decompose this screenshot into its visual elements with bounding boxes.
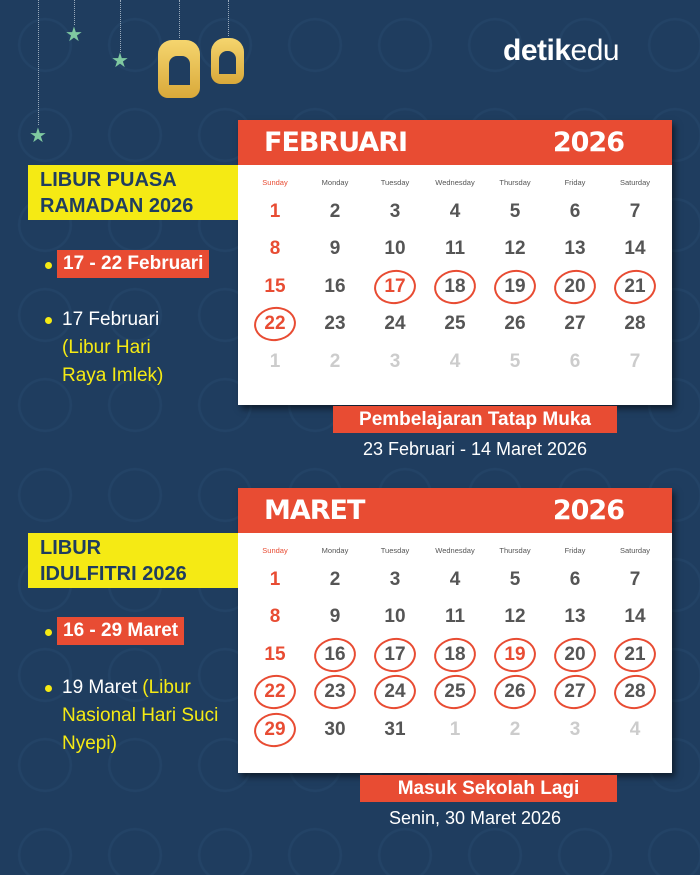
calendar-day: 6 (569, 568, 581, 590)
calendar-day-holiday: 22 (245, 306, 305, 344)
hanging-string (38, 0, 39, 125)
weekday-header: Monday (321, 546, 349, 555)
hanging-string (120, 0, 121, 52)
hanging-string (179, 0, 180, 38)
holiday-label (28, 533, 238, 588)
calendar-day: 2 (329, 568, 341, 590)
calendar-day: 3 (389, 200, 401, 222)
calendar-day-holiday: 20 (545, 636, 605, 674)
calendar-day: 6 (569, 200, 581, 222)
caption-subtext: 23 Februari - 14 Maret 2026 (362, 439, 588, 459)
bullet (45, 685, 52, 692)
calendar-day-holiday: 16 (305, 636, 365, 674)
calendar-day: 1 (269, 350, 281, 372)
calendar-day: 10 (384, 238, 406, 260)
calendar-day: 24 (384, 313, 406, 335)
calendar-day-holiday: 19 (485, 636, 545, 674)
lantern-icon (211, 38, 244, 84)
calendar-day-holiday: 29 (245, 711, 305, 749)
calendar-day: 1 (449, 718, 461, 740)
weekday-header: Thursday (499, 178, 531, 187)
label-line: LIBUR (40, 537, 102, 559)
calendar-day: 3 (389, 350, 401, 372)
calendar-day: 30 (324, 718, 346, 740)
calendar-day: 15 (264, 643, 286, 665)
holiday-note (62, 306, 192, 390)
note-date: 17 Februari (62, 309, 160, 330)
caption-subtext: Senin, 30 Maret 2026 (388, 808, 562, 828)
weekday-header: Thursday (499, 546, 531, 555)
calendar-day: 4 (629, 718, 641, 740)
calendar-day-holiday: 18 (425, 636, 485, 674)
calendar-day: 2 (329, 200, 341, 222)
weekday-header: Sunday (262, 178, 288, 187)
calendar-day-holiday: 19 (485, 268, 545, 306)
calendar-day: 7 (629, 200, 641, 222)
calendar-day-holiday: 28 (605, 674, 665, 712)
calendar-day: 16 (324, 275, 346, 297)
calendar-header (238, 488, 672, 533)
calendar-day: 11 (444, 606, 466, 628)
calendar-day: 1 (269, 200, 281, 222)
calendar-day-holiday: 18 (425, 268, 485, 306)
calendar-day-holiday: 21 (605, 636, 665, 674)
lantern-icon (158, 40, 200, 98)
calendar-day-holiday: 20 (545, 268, 605, 306)
calendar-day: 1 (269, 568, 281, 590)
calendar-day-holiday: 23 (305, 674, 365, 712)
calendar-grid (245, 178, 665, 381)
calendar-day: 11 (444, 238, 466, 260)
weekday-header: Tuesday (380, 178, 410, 187)
calendar-day: 10 (384, 606, 406, 628)
label-line: LIBUR PUASA (40, 169, 177, 191)
calendar-day-holiday: 22 (245, 674, 305, 712)
calendar-february (238, 120, 672, 405)
label-line: IDULFITRI 2026 (40, 563, 187, 585)
holiday-note (62, 674, 222, 758)
bullet (45, 629, 52, 636)
calendar-day: 12 (504, 606, 526, 628)
calendar-day: 28 (624, 313, 646, 335)
note-desc: (Libur Hari Raya Imlek) (62, 337, 164, 386)
weekday-header: Saturday (619, 178, 651, 187)
calendar-grid (245, 546, 665, 749)
star-icon: ★ (111, 50, 129, 72)
weekday-header: Friday (564, 178, 586, 187)
calendar-day: 26 (504, 313, 526, 335)
calendar-day: 5 (509, 350, 521, 372)
month-title: FEBRUARI (264, 127, 408, 158)
weekday-header: Saturday (619, 546, 651, 555)
logo-bold: detik (503, 34, 571, 67)
note-desc: (Libur Nasional Hari Suci Nyepi) (62, 677, 219, 754)
calendar-day: 7 (629, 350, 641, 372)
calendar-day: 31 (384, 718, 406, 740)
year-title: 2026 (552, 127, 624, 158)
bullet (45, 262, 52, 269)
bullet (45, 317, 52, 324)
calendar-day-holiday: 27 (545, 674, 605, 712)
calendar-day: 13 (564, 606, 586, 628)
calendar-day-holiday: 17 (365, 268, 425, 306)
calendar-day: 8 (269, 238, 281, 260)
calendar-day: 8 (269, 606, 281, 628)
calendar-day: 13 (564, 238, 586, 260)
calendar-day: 5 (509, 200, 521, 222)
calendar-day: 3 (389, 568, 401, 590)
caption-tag: Masuk Sekolah Lagi (360, 775, 617, 802)
holiday-label (28, 165, 238, 220)
calendar-day: 4 (449, 350, 461, 372)
calendar-day: 7 (629, 568, 641, 590)
hanging-string (74, 0, 75, 25)
calendar-day: 4 (449, 568, 461, 590)
calendar-day: 6 (569, 350, 581, 372)
weekday-header: Wednesday (435, 546, 475, 555)
holiday-range: 17 - 22 Februari (57, 250, 209, 278)
detikedu-logo (503, 34, 619, 68)
calendar-day: 15 (264, 275, 286, 297)
calendar-day: 9 (329, 238, 341, 260)
calendar-header (238, 120, 672, 165)
calendar-day: 12 (504, 238, 526, 260)
calendar-day: 9 (329, 606, 341, 628)
weekday-header: Friday (564, 546, 586, 555)
calendar-day: 4 (449, 200, 461, 222)
weekday-header: Monday (321, 178, 349, 187)
calendar-day-holiday: 26 (485, 674, 545, 712)
holiday-range: 16 - 29 Maret (57, 617, 184, 645)
caption-tag: Pembelajaran Tatap Muka (333, 406, 617, 433)
calendar-day: 5 (509, 568, 521, 590)
calendar-march (238, 488, 672, 773)
logo-light: edu (570, 34, 620, 67)
star-icon: ★ (29, 125, 47, 147)
hanging-string (228, 0, 229, 36)
calendar-day-holiday: 21 (605, 268, 665, 306)
calendar-day: 2 (509, 718, 521, 740)
note-date: 19 Maret (62, 677, 137, 698)
calendar-day: 14 (624, 238, 646, 260)
weekday-header: Wednesday (435, 178, 475, 187)
calendar-day: 27 (564, 313, 586, 335)
weekday-header: Sunday (262, 546, 288, 555)
year-title: 2026 (552, 495, 624, 526)
calendar-day-holiday: 25 (425, 674, 485, 712)
month-title: MARET (264, 495, 365, 526)
weekday-header: Tuesday (380, 546, 410, 555)
calendar-day: 23 (324, 313, 346, 335)
calendar-day: 25 (444, 313, 466, 335)
calendar-day: 2 (329, 350, 341, 372)
calendar-day: 3 (569, 718, 581, 740)
calendar-day: 14 (624, 606, 646, 628)
star-icon: ★ (65, 24, 83, 46)
calendar-day-holiday: 17 (365, 636, 425, 674)
calendar-day-holiday: 24 (365, 674, 425, 712)
label-line: RAMADAN 2026 (40, 195, 194, 217)
